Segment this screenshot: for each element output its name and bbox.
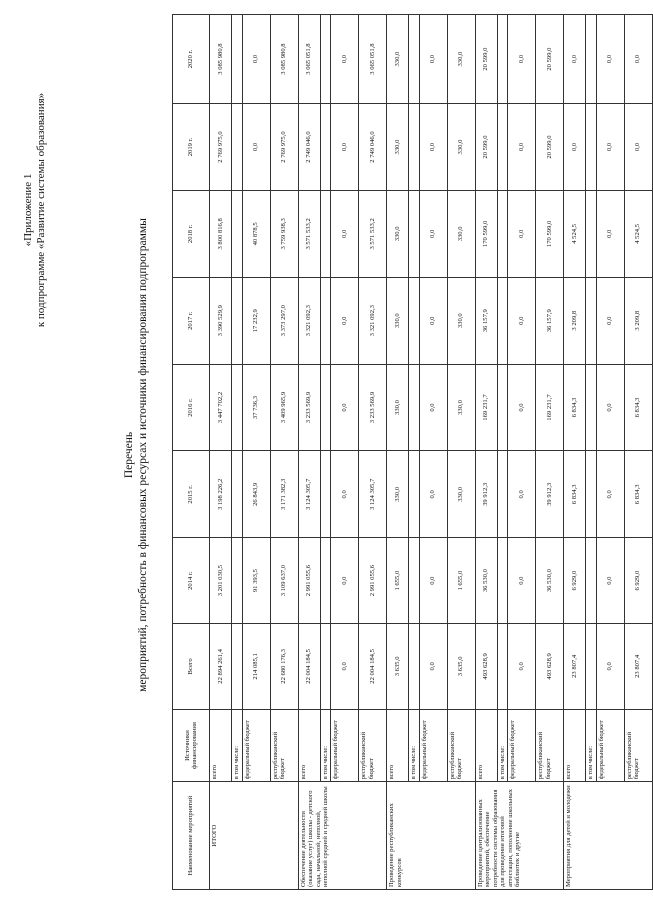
amount-cell (232, 538, 243, 624)
amount-cell: 0,0 (624, 15, 652, 104)
amount-cell (409, 364, 420, 451)
amount-cell: 169 231,7 (536, 364, 564, 451)
amount-cell: 0,0 (508, 277, 536, 364)
amount-cell: 0,0 (596, 364, 624, 451)
amount-cell: 0,0 (419, 538, 447, 624)
header-source: Источники финансирования (173, 709, 210, 782)
amount-cell (320, 451, 331, 538)
amount-cell: 0,0 (596, 190, 624, 277)
header-2018: 2018 г. (173, 190, 210, 277)
table-row (596, 15, 624, 890)
amount-cell (586, 451, 597, 538)
table-row (387, 15, 409, 890)
table-row (624, 15, 652, 890)
amount-cell (586, 104, 597, 191)
table-row (586, 15, 597, 890)
table-row (536, 15, 564, 890)
amount-cell: 39 912,3 (475, 451, 497, 538)
amount-cell: 330,0 (387, 104, 409, 191)
amount-cell: 330,0 (447, 364, 475, 451)
table-body (210, 15, 653, 890)
amount-cell: 0,0 (564, 15, 586, 104)
amount-cell: 36 530,0 (536, 538, 564, 624)
activity-name: Проведение централизованных мероприятий, обеспечение потребности системы образования для проведения итоговой аттестации, пополнение школьных библиотек и другие (475, 782, 564, 890)
amount-cell: 3 171 382,3 (270, 451, 298, 538)
amount-cell: 26 843,9 (242, 451, 270, 538)
table-row (210, 15, 232, 890)
amount-cell (497, 451, 508, 538)
table-row (270, 15, 298, 890)
header-name: Наименование мероприятий (173, 782, 210, 890)
amount-cell: 0,0 (419, 624, 447, 710)
amount-cell: 0,0 (419, 364, 447, 451)
amount-cell: 3 635,0 (387, 624, 409, 710)
amount-cell: 330,0 (447, 451, 475, 538)
amount-cell: 40 878,5 (242, 190, 270, 277)
amount-cell: 22 894 261,4 (210, 624, 232, 710)
funding-source: в том числе: (409, 709, 420, 782)
amount-cell: 3 065 051,8 (298, 15, 320, 104)
amount-cell: 330,0 (447, 277, 475, 364)
amount-cell: 330,0 (387, 451, 409, 538)
appendix-line-2: к подпрограмме «Развитие системы образования» (35, 92, 47, 328)
amount-cell: 3 635,0 (447, 624, 475, 710)
funding-source: федеральный бюджет (242, 709, 270, 782)
amount-cell (497, 104, 508, 191)
funding-source: всего (564, 709, 586, 782)
table-row (232, 15, 243, 890)
title-line-1: Перечень (123, 431, 135, 479)
amount-cell (409, 15, 420, 104)
funding-source: всего (298, 709, 320, 782)
funding-source: федеральный бюджет (508, 709, 536, 782)
amount-cell: 169 231,7 (475, 364, 497, 451)
funding-source: в том числе: (320, 709, 331, 782)
activity-name: Проведение республиканских конкурсов (387, 782, 476, 890)
amount-cell (409, 538, 420, 624)
amount-cell: 214 085,1 (242, 624, 270, 710)
amount-cell: 170 599,0 (536, 190, 564, 277)
amount-cell: 0,0 (508, 364, 536, 451)
amount-cell (409, 451, 420, 538)
amount-cell: 3 201 030,5 (210, 538, 232, 624)
title-line-2: мероприятий, потребность в финансовых ресурсах и источники финансирования подпрограммы (137, 218, 149, 692)
amount-cell: 23 807,4 (624, 624, 652, 710)
amount-cell: 2 991 055,6 (359, 538, 387, 624)
amount-cell (232, 364, 243, 451)
amount-cell (586, 190, 597, 277)
amount-cell: 3 447 702,2 (210, 364, 232, 451)
amount-cell: 0,0 (242, 104, 270, 191)
table-row (409, 15, 420, 890)
amount-cell: 330,0 (447, 15, 475, 104)
amount-cell (320, 104, 331, 191)
amount-cell: 170 599,0 (475, 190, 497, 277)
amount-cell: 3 571 533,2 (298, 190, 320, 277)
amount-cell (409, 277, 420, 364)
funding-source: всего (210, 709, 232, 782)
amount-cell (586, 624, 597, 710)
amount-cell: 2 769 975,0 (210, 104, 232, 191)
amount-cell: 6 834,3 (624, 451, 652, 538)
amount-cell: 22 004 184,5 (359, 624, 387, 710)
amount-cell (409, 624, 420, 710)
amount-cell: 6 929,0 (564, 538, 586, 624)
amount-cell: 22 680 176,3 (270, 624, 298, 710)
table-row (242, 15, 270, 890)
funding-source: в том числе: (232, 709, 243, 782)
amount-cell: 0,0 (508, 190, 536, 277)
amount-cell: 0,0 (331, 364, 359, 451)
amount-cell: 4 524,5 (624, 190, 652, 277)
amount-cell: 0,0 (331, 15, 359, 104)
amount-cell: 0,0 (624, 104, 652, 191)
header-2016: 2016 г. (173, 364, 210, 451)
amount-cell: 0,0 (331, 190, 359, 277)
amount-cell: 6 834,3 (564, 451, 586, 538)
amount-cell (497, 624, 508, 710)
amount-cell: 1 655,0 (387, 538, 409, 624)
amount-cell: 6 834,3 (624, 364, 652, 451)
amount-cell (320, 277, 331, 364)
amount-cell: 0,0 (564, 104, 586, 191)
amount-cell: 3 233 569,9 (298, 364, 320, 451)
amount-cell (320, 624, 331, 710)
amount-cell: 0,0 (419, 451, 447, 538)
amount-cell (409, 104, 420, 191)
amount-cell: 36 157,9 (536, 277, 564, 364)
table-row (564, 15, 586, 890)
amount-cell (497, 277, 508, 364)
amount-cell (497, 190, 508, 277)
amount-cell: 3 759 938,3 (270, 190, 298, 277)
amount-cell (586, 364, 597, 451)
header-total: Всего (173, 624, 210, 710)
amount-cell (497, 364, 508, 451)
header-2017: 2017 г. (173, 277, 210, 364)
amount-cell: 3 373 297,0 (270, 277, 298, 364)
header-2019: 2019 г. (173, 104, 210, 191)
funding-source: федеральный бюджет (596, 709, 624, 782)
amount-cell: 4 524,5 (564, 190, 586, 277)
amount-cell (320, 15, 331, 104)
amount-cell: 37 736,3 (242, 364, 270, 451)
amount-cell: 3 209,8 (564, 277, 586, 364)
funding-source: в том числе: (586, 709, 597, 782)
amount-cell: 6 929,0 (624, 538, 652, 624)
amount-cell: 0,0 (331, 451, 359, 538)
header-2020: 2020 г. (173, 15, 210, 104)
funding-source: республиканский бюджет (447, 709, 475, 782)
amount-cell: 0,0 (508, 624, 536, 710)
amount-cell: 17 232,9 (242, 277, 270, 364)
amount-cell: 0,0 (419, 104, 447, 191)
activity-name: Обеспечение деятельности (оказание услуг) школы - детского сада, начальной, неполной, неполной средней и средней школы (298, 782, 387, 890)
appendix-line-1: «Приложение 1 (22, 173, 34, 247)
amount-cell: 2 769 975,0 (270, 104, 298, 191)
amount-cell: 0,0 (596, 277, 624, 364)
funding-source: всего (387, 709, 409, 782)
amount-cell: 0,0 (596, 104, 624, 191)
amount-cell: 36 157,9 (475, 277, 497, 364)
table-row (359, 15, 387, 890)
funding-source: федеральный бюджет (419, 709, 447, 782)
amount-cell: 91 393,5 (242, 538, 270, 624)
amount-cell: 330,0 (387, 364, 409, 451)
activity-name: Мероприятия для детей и молодежи (564, 782, 653, 890)
amount-cell: 3 085 980,8 (210, 15, 232, 104)
amount-cell (232, 451, 243, 538)
amount-cell: 330,0 (447, 104, 475, 191)
amount-cell (497, 15, 508, 104)
amount-cell: 330,0 (447, 190, 475, 277)
table-row (419, 15, 447, 890)
amount-cell (232, 104, 243, 191)
amount-cell (320, 538, 331, 624)
amount-cell: 0,0 (419, 190, 447, 277)
table-row (447, 15, 475, 890)
amount-cell: 0,0 (508, 15, 536, 104)
amount-cell: 0,0 (596, 538, 624, 624)
amount-cell (586, 538, 597, 624)
amount-cell: 20 599,0 (536, 15, 564, 104)
amount-cell: 20 599,0 (475, 104, 497, 191)
table-row (497, 15, 508, 890)
amount-cell: 1 655,0 (447, 538, 475, 624)
amount-cell: 0,0 (508, 451, 536, 538)
header-2014: 2014 г. (173, 538, 210, 624)
table-row (320, 15, 331, 890)
table-row (508, 15, 536, 890)
amount-cell: 2 749 046,0 (359, 104, 387, 191)
funding-source: республиканский бюджет (536, 709, 564, 782)
amount-cell: 493 628,9 (475, 624, 497, 710)
amount-cell (232, 190, 243, 277)
amount-cell (409, 190, 420, 277)
amount-cell: 2 749 046,0 (298, 104, 320, 191)
financing-table (172, 14, 653, 890)
amount-cell: 36 530,0 (475, 538, 497, 624)
funding-source: федеральный бюджет (331, 709, 359, 782)
amount-cell: 22 004 184,5 (298, 624, 320, 710)
amount-cell (232, 15, 243, 104)
amount-cell: 3 321 092,3 (359, 277, 387, 364)
amount-cell: 330,0 (387, 190, 409, 277)
header-2015: 2015 г. (173, 451, 210, 538)
amount-cell (232, 624, 243, 710)
amount-cell: 20 599,0 (475, 15, 497, 104)
amount-cell: 0,0 (419, 277, 447, 364)
amount-cell: 0,0 (596, 15, 624, 104)
amount-cell: 2 991 055,6 (298, 538, 320, 624)
amount-cell: 0,0 (331, 538, 359, 624)
amount-cell: 3 109 637,0 (270, 538, 298, 624)
amount-cell: 493 628,9 (536, 624, 564, 710)
amount-cell (232, 277, 243, 364)
amount-cell: 0,0 (596, 624, 624, 710)
amount-cell: 3 390 529,9 (210, 277, 232, 364)
amount-cell: 3 124 305,7 (359, 451, 387, 538)
funding-source: в том числе: (497, 709, 508, 782)
amount-cell: 0,0 (508, 538, 536, 624)
table-row (331, 15, 359, 890)
amount-cell: 3 065 051,8 (359, 15, 387, 104)
funding-source: республиканский бюджет (270, 709, 298, 782)
amount-cell (586, 277, 597, 364)
amount-cell: 3 409 965,9 (270, 364, 298, 451)
amount-cell: 0,0 (331, 277, 359, 364)
funding-source: республиканский бюджет (359, 709, 387, 782)
table-header-row (173, 15, 210, 890)
appendix-note (22, 30, 48, 390)
amount-cell (497, 538, 508, 624)
activity-name: ИТОГО (210, 782, 299, 890)
amount-cell: 330,0 (387, 277, 409, 364)
amount-cell: 0,0 (596, 451, 624, 538)
amount-cell: 39 912,3 (536, 451, 564, 538)
amount-cell: 3 124 305,7 (298, 451, 320, 538)
amount-cell: 20 599,0 (536, 104, 564, 191)
amount-cell: 3 233 569,9 (359, 364, 387, 451)
amount-cell: 23 807,4 (564, 624, 586, 710)
document-title (122, 5, 150, 905)
amount-cell (320, 190, 331, 277)
amount-cell: 0,0 (419, 15, 447, 104)
amount-cell: 330,0 (387, 15, 409, 104)
table-row (475, 15, 497, 890)
amount-cell: 0,0 (331, 624, 359, 710)
amount-cell: 3 800 816,8 (210, 190, 232, 277)
funding-source: республиканский бюджет (624, 709, 652, 782)
amount-cell: 3 321 092,3 (298, 277, 320, 364)
amount-cell (320, 364, 331, 451)
amount-cell: 0,0 (508, 104, 536, 191)
amount-cell: 3 198 226,2 (210, 451, 232, 538)
funding-source: всего (475, 709, 497, 782)
table-row (298, 15, 320, 890)
amount-cell: 6 834,3 (564, 364, 586, 451)
amount-cell: 0,0 (242, 15, 270, 104)
amount-cell: 3 085 980,8 (270, 15, 298, 104)
amount-cell: 3 209,8 (624, 277, 652, 364)
amount-cell: 3 571 533,2 (359, 190, 387, 277)
amount-cell: 0,0 (331, 104, 359, 191)
amount-cell (586, 15, 597, 104)
